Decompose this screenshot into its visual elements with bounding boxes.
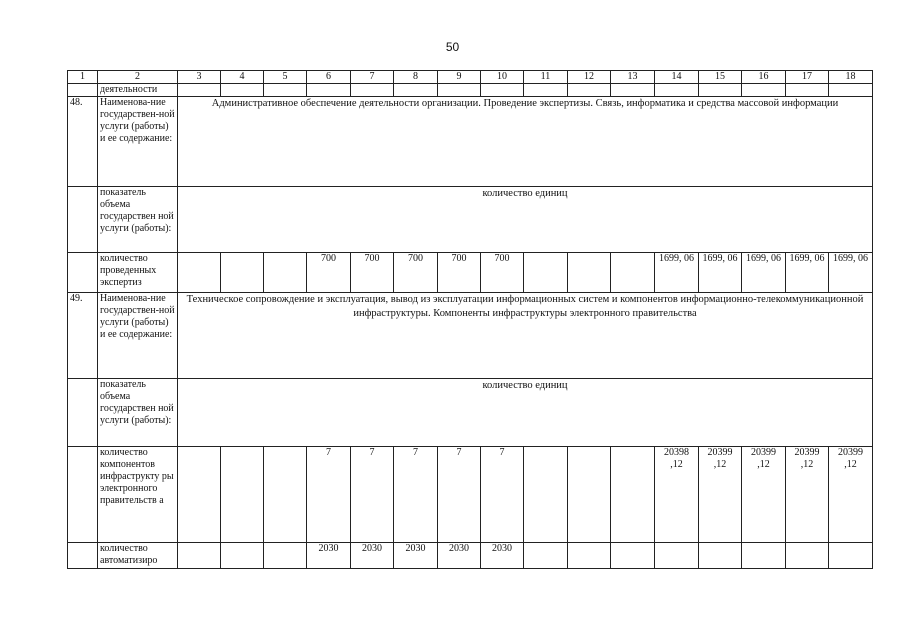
value-cell: 2030 bbox=[351, 543, 394, 569]
header-cell: 16 bbox=[742, 71, 786, 84]
header-cell: 15 bbox=[699, 71, 742, 84]
value-cell: 2030 bbox=[394, 543, 438, 569]
value-cell: 7 bbox=[481, 447, 524, 543]
value-cell: 700 bbox=[307, 253, 351, 293]
table-row bbox=[68, 447, 873, 543]
row-number: 49. bbox=[68, 293, 98, 379]
header-cell: 3 bbox=[178, 71, 221, 84]
header-cell: 12 bbox=[568, 71, 611, 84]
service-description: Административное обеспечение деятельности организации. Проведение экспертизы. Связь, информатика и средства массовой информации bbox=[178, 97, 873, 187]
header-cell: 13 bbox=[611, 71, 655, 84]
indicator-value: количество единиц bbox=[178, 187, 873, 253]
value-cell: 700 bbox=[481, 253, 524, 293]
header-cell: 14 bbox=[655, 71, 699, 84]
header-cell: 11 bbox=[524, 71, 568, 84]
table-row bbox=[68, 293, 873, 379]
row-number: 48. bbox=[68, 97, 98, 187]
header-cell: 5 bbox=[264, 71, 307, 84]
header-cell: 8 bbox=[394, 71, 438, 84]
header-cell: 6 bbox=[307, 71, 351, 84]
value-cell: 20398 ,12 bbox=[655, 447, 699, 543]
header-cell: 18 bbox=[829, 71, 873, 84]
table-row bbox=[68, 543, 873, 569]
value-cell: 7 bbox=[351, 447, 394, 543]
value-cell: 700 bbox=[394, 253, 438, 293]
value-cell: 2030 bbox=[481, 543, 524, 569]
service-name-label: Наименова-ние государствен-ной услуги (работы) и ее содержание: bbox=[98, 97, 178, 187]
table-row bbox=[68, 379, 873, 447]
value-cell: 2030 bbox=[307, 543, 351, 569]
indicator-label: показатель объема государствен ной услуги (работы): bbox=[98, 187, 178, 253]
value-cell: 700 bbox=[351, 253, 394, 293]
header-cell: 1 bbox=[68, 71, 98, 84]
quantity-label: количество проведенных экспертиз bbox=[98, 253, 178, 293]
table-row bbox=[68, 97, 873, 187]
value-cell: 1699, 06 bbox=[699, 253, 742, 293]
value-cell: 7 bbox=[307, 447, 351, 543]
value-cell: 1699, 06 bbox=[655, 253, 699, 293]
header-cell: 7 bbox=[351, 71, 394, 84]
header-row bbox=[68, 71, 873, 84]
data-table bbox=[67, 70, 873, 569]
value-cell: 20399 ,12 bbox=[786, 447, 829, 543]
value-cell: 20399 ,12 bbox=[829, 447, 873, 543]
header-cell: 9 bbox=[438, 71, 481, 84]
value-cell: 1699, 06 bbox=[742, 253, 786, 293]
value-cell: 1699, 06 bbox=[786, 253, 829, 293]
value-cell: 7 bbox=[438, 447, 481, 543]
value-cell: 20399 ,12 bbox=[699, 447, 742, 543]
table-row bbox=[68, 253, 873, 293]
indicator-label: показатель объема государствен ной услуги (работы): bbox=[98, 379, 178, 447]
value-cell: 20399 ,12 bbox=[742, 447, 786, 543]
row-label: деятельности bbox=[98, 84, 178, 97]
table-row bbox=[68, 84, 873, 97]
value-cell: 1699, 06 bbox=[829, 253, 873, 293]
indicator-value: количество единиц bbox=[178, 379, 873, 447]
value-cell: 700 bbox=[438, 253, 481, 293]
components-label: количество компонентов инфраструкту ры электронного правительств а bbox=[98, 447, 178, 543]
automated-label: количество автоматизиро bbox=[98, 543, 178, 569]
value-cell: 2030 bbox=[438, 543, 481, 569]
value-cell: 7 bbox=[394, 447, 438, 543]
header-cell: 17 bbox=[786, 71, 829, 84]
header-cell: 2 bbox=[98, 71, 178, 84]
page-number: 50 bbox=[445, 40, 460, 54]
header-cell: 4 bbox=[221, 71, 264, 84]
table-row bbox=[68, 187, 873, 253]
header-cell: 10 bbox=[481, 71, 524, 84]
service-name-label: Наименова-ние государствен-ной услуги (работы) и ее содержание: bbox=[98, 293, 178, 379]
service-description: Техническое сопровождение и эксплуатация, вывод из эксплуатации информационных систем и компонентов информационно-телекоммуникационной инфраструктуры. Компоненты инфраструктуры электронного правительства bbox=[178, 293, 873, 379]
